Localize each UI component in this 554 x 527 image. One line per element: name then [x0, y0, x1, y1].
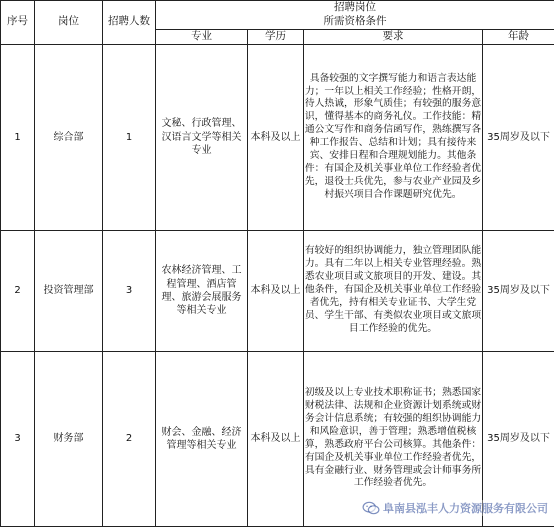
cell-age: 35周岁及以下: [483, 230, 554, 351]
cell-requirements: 具备较强的文字撰写能力和语言表达能力；一年以上相关工作经验；性格开朗，待人热诚，形象气质佳；有较强的服务意识，懂得基本的商务礼仪。工作技能：精通公文写作和商务信函写作，熟练撰写各种工作报告、总结和计划；具有接待来宾、安排日程和合理规划能力。其他条件：有国企及机关事业单位工作经验者优先，退役士兵优先，参与农业产业园及乡村振兴项目合作课题研究优先。: [304, 44, 483, 230]
cell-count: 2: [103, 351, 156, 526]
table-row: [1, 230, 554, 351]
cell-education: 本科及以上: [248, 230, 304, 351]
cell-count: 3: [103, 230, 156, 351]
major-text: 文秘、行政管理、汉语言文学等相关专业: [156, 117, 247, 157]
header-group: [156, 1, 554, 30]
cell-requirements: 初级及以上专业技术职称证书；熟悉国家财税法律、法规和企业资源计划系统或财务会计信息系统；有较强的组织协调能力和风险意识，善于管理；熟悉增值税核算，熟悉政府平台公司核算。其他条件：有国企及机关事业单位工作经验者优先，具有金融行业、财务管理或会计师事务所工作经验者优先。: [304, 351, 483, 526]
table-row: [1, 44, 554, 230]
header-age: 年龄: [483, 29, 554, 44]
cell-post: 综合部: [35, 44, 103, 230]
header-seq: 序号: [1, 1, 35, 45]
cell-education: 本科及以上: [248, 44, 304, 230]
wechat-icon: [362, 501, 380, 515]
cell-age: 35周岁及以下: [483, 44, 554, 230]
cell-post: 投资管理部: [35, 230, 103, 351]
major-text: 财会、金融、经济管理等相关专业: [156, 426, 247, 452]
watermark-text: 阜南县泓丰人力资源服务有限公司: [383, 500, 548, 516]
header-count: 招聘人数: [103, 1, 156, 45]
watermark: [360, 500, 550, 516]
header-group-subtitle: 所需资格条件: [156, 15, 554, 29]
cell-seq: 3: [1, 351, 35, 526]
header-post: 岗位: [35, 1, 103, 45]
header-requirements: 要求: [304, 29, 483, 44]
header-education: 学历: [248, 29, 304, 44]
cell-count: 1: [103, 44, 156, 230]
header-group-title: 招聘岗位: [156, 1, 554, 15]
header-row-1: [1, 1, 554, 30]
header-major: 专业: [156, 29, 248, 44]
cell-major: [156, 44, 248, 230]
cell-requirements: 有较好的组织协调能力，独立管理团队能力。具有二年以上相关专业管理经验。熟悉农业项目或文旅项目的开发、建设。其他条件，有国企及机关事业单位工作经验者优先，持有相关专业证书、大学生党员、学生干部、有类似农业项目或文旅项目工作经验的优先。: [304, 230, 483, 351]
cell-seq: 1: [1, 44, 35, 230]
cell-major: [156, 230, 248, 351]
cell-age: 35周岁及以下: [483, 351, 554, 526]
cell-post: 财务部: [35, 351, 103, 526]
cell-seq: 2: [1, 230, 35, 351]
cell-major: [156, 351, 248, 526]
major-text: 农林经济管理、工程管理、酒店管理、旅游会展服务等相关专业: [156, 264, 247, 317]
cell-education: 本科及以上: [248, 351, 304, 526]
